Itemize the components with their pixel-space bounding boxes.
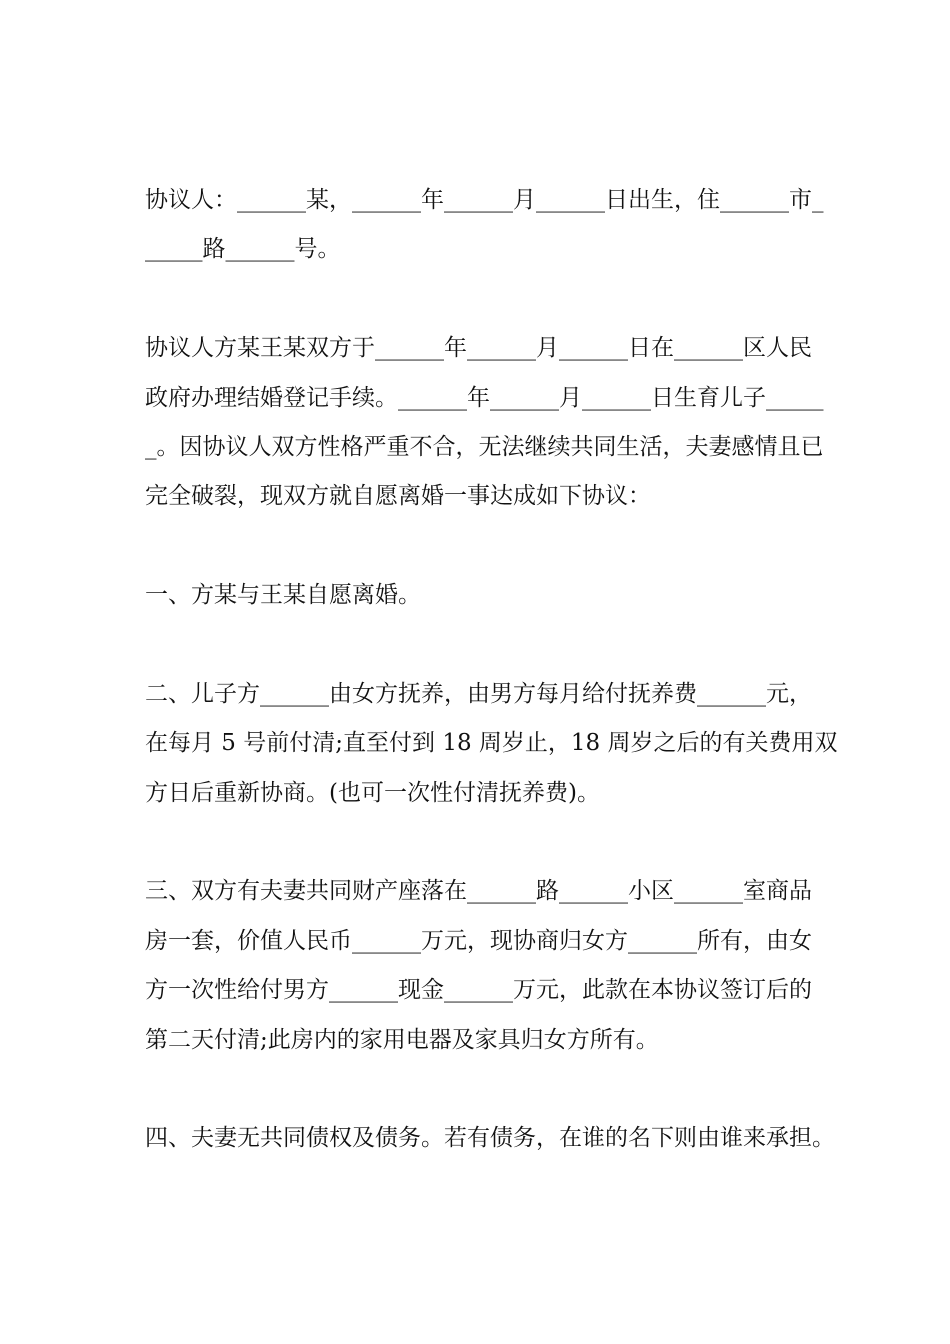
text-line: 完全破裂，现双方就自愿离婚一事达成如下协议：	[145, 483, 651, 510]
text-line: 房一套，价值人民币______万元，现协商归女方______所有，由女	[145, 927, 812, 954]
document-body	[145, 176, 838, 1164]
text-line: 三、双方有夫妻共同财产座落在______路______小区______室商品	[145, 878, 812, 905]
paragraph-spacer	[145, 1065, 807, 1114]
text-line: 方一次性给付男方______现金______万元，此款在本协议签订后的	[145, 977, 812, 1004]
clause-3	[145, 867, 812, 1065]
text-line: 协议人方某王某双方于______年______月______日在______区人民	[145, 335, 812, 362]
paragraph-spacer	[145, 522, 807, 571]
text-line: 二、儿子方______由女方抚养，由男方每月给付抚养费______元，	[145, 680, 812, 707]
text-line: 协议人：______某，______年______月______日出生，住______市_	[145, 187, 824, 213]
paragraph-spacer	[145, 818, 807, 867]
text-line: _____路______号。	[145, 236, 341, 263]
text-line: 方日后重新协商。(也可一次性付清抚养费)。	[145, 779, 600, 806]
paragraph-spacer	[145, 275, 807, 324]
text-line: _。因协议人双方性格严重不合，无法继续共同生活，夫妻感情且已	[145, 433, 824, 460]
clause-1	[145, 571, 807, 620]
paragraph-background	[145, 324, 824, 522]
text-line: 一、方某与王某自愿离婚。	[145, 582, 421, 609]
clause-4	[145, 1114, 835, 1163]
clause-2	[145, 670, 838, 818]
text-line: 第二天付清;此房内的家用电器及家具归女方所有。	[145, 1026, 659, 1053]
paragraph-spacer	[145, 621, 807, 670]
text-line: 政府办理结婚登记手续。______年______月______日生育儿子_____	[145, 384, 824, 411]
text-line: 四、夫妻无共同债权及债务。若有债务，在谁的名下则由谁来承担。	[145, 1125, 835, 1152]
paragraph-parties	[145, 176, 824, 275]
text-line: 在每月 5 号前付清;直至付到 18 周岁止，18 周岁之后的有关费用双	[145, 730, 838, 757]
